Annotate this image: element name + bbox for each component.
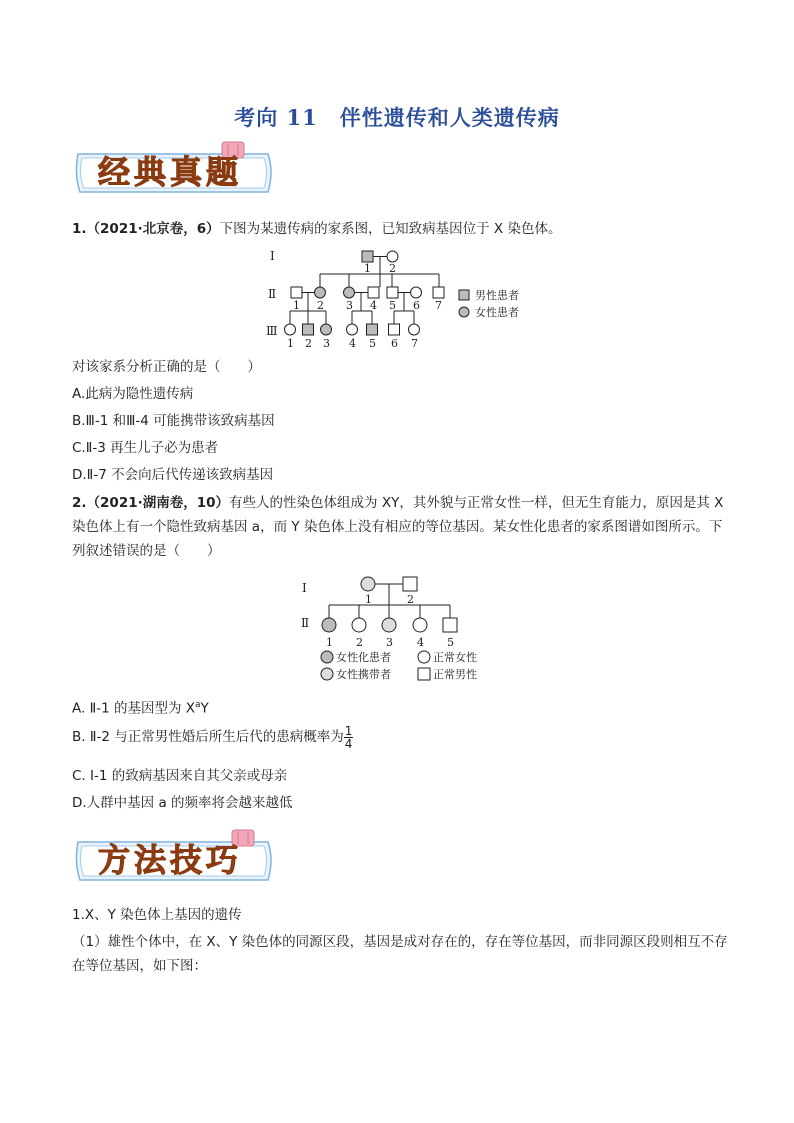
question-source: （2021·北京卷，6） <box>86 221 220 237</box>
male-normal <box>291 287 302 298</box>
female-normal <box>409 324 420 335</box>
pedigree-label: 2 <box>356 636 363 649</box>
option-a <box>72 696 209 718</box>
female-carrier <box>382 618 396 632</box>
female-normal <box>387 251 398 262</box>
female-affected <box>344 287 355 298</box>
pedigree-2-chart <box>296 572 506 684</box>
male-affected <box>367 324 378 335</box>
male-normal <box>443 618 457 632</box>
pedigree-label: 2 <box>389 262 396 275</box>
female-carrier <box>361 577 375 591</box>
generation-label: Ⅰ <box>270 249 275 263</box>
option-b-text: B. Ⅱ-2 与正常男性婚后所生后代的患病概率为 <box>72 729 344 745</box>
option-d: D.Ⅱ-7 不会向后代传递该致病基因 <box>72 467 274 483</box>
question-1-prompt: 对该家系分析正确的是（ ） <box>72 359 261 375</box>
generation-label: Ⅰ <box>302 581 307 595</box>
pedigree-label: 1 <box>365 593 372 606</box>
fraction-denominator: 4 <box>344 736 353 751</box>
generation-label: Ⅱ <box>301 616 310 630</box>
female-normal <box>411 287 422 298</box>
male-affected <box>303 324 314 335</box>
legend-normal-male-icon <box>418 668 430 680</box>
question-number: 2. <box>72 495 87 511</box>
legend-female-icon <box>459 307 469 317</box>
section-banner-classic <box>72 140 277 198</box>
banner-title: 经典真题 <box>98 153 243 191</box>
page-title: 考向 11 伴性遗传和人类遗传病 <box>234 105 560 130</box>
pedigree-2 <box>296 572 506 688</box>
pedigree-label: 4 <box>417 636 424 649</box>
pedigree-label: 6 <box>391 337 398 350</box>
pedigree-label: 2 <box>407 593 414 606</box>
male-normal <box>403 577 417 591</box>
pedigree-label: 1 <box>293 299 300 312</box>
generation-label: Ⅲ <box>266 324 278 338</box>
option-a-suffix: Y <box>200 700 209 717</box>
fraction-numerator: 1 <box>344 723 353 738</box>
legend-male-icon <box>459 290 469 300</box>
male-affected <box>362 251 373 262</box>
pedigree-label: 2 <box>305 337 312 350</box>
male-normal <box>389 324 400 335</box>
legend-label: 女性化患者 <box>336 651 391 664</box>
male-normal <box>433 287 444 298</box>
female-normal <box>347 324 358 335</box>
female-affected <box>322 618 336 632</box>
question-2-stem <box>72 491 732 563</box>
legend-label: 正常男性 <box>433 668 477 681</box>
generation-label: Ⅱ <box>268 287 277 301</box>
legend-label: 女性患者 <box>475 306 519 319</box>
pedigree-label: 4 <box>370 299 377 312</box>
legend-label: 男性患者 <box>475 289 519 302</box>
option-a: A.此病为隐性遗传病 <box>72 386 194 402</box>
question-source: （2021·湖南卷，10） <box>86 495 230 511</box>
banner-title: 方法技巧 <box>98 841 243 879</box>
pedigree-label: 4 <box>349 337 356 350</box>
pedigree-label: 3 <box>323 337 330 350</box>
fraction <box>344 725 354 750</box>
pedigree-1-chart <box>262 246 552 350</box>
pedigree-label: 6 <box>413 299 420 312</box>
female-affected <box>321 324 332 335</box>
method-text: （1）雄性个体中，在 X、Y 染色体的同源区段，基因是成对存在的，存在等位基因，而非同源区段则相互不存在等位基因，如下图： <box>72 934 728 974</box>
option-b: B.Ⅲ-1 和Ⅲ-4 可能携带该致病基因 <box>72 413 275 429</box>
pedigree-label: 1 <box>364 262 371 275</box>
pedigree-label: 1 <box>287 337 294 350</box>
legend-label: 正常女性 <box>433 651 477 664</box>
female-normal <box>413 618 427 632</box>
female-affected <box>315 287 326 298</box>
option-a-text: A. Ⅱ-1 的基因型为 X <box>72 700 196 717</box>
pedigree-label: 1 <box>326 636 333 649</box>
legend-carrier-icon <box>321 668 333 680</box>
female-normal <box>285 324 296 335</box>
female-normal <box>352 618 366 632</box>
question-text: 有些人的性染色体组成为 XY，其外貌与正常女性一样，但无生育能力，原因是其 X 染色体上有一个隐性致病基因 a，而 Y 染色体上没有相应的等位基因。某女性化患者的家系图谱如图所示。下列叙述错误的是（ ） <box>72 495 724 559</box>
option-b <box>72 722 353 752</box>
pedigree-label: 2 <box>317 299 324 312</box>
pedigree-label: 5 <box>447 636 454 649</box>
male-normal <box>368 287 379 298</box>
legend-normal-female-icon <box>418 651 430 663</box>
pedigree-label: 3 <box>346 299 353 312</box>
legend-label: 女性携带者 <box>336 668 391 681</box>
pedigree-label: 7 <box>435 299 442 312</box>
section-banner-method <box>72 828 277 886</box>
question-number: 1. <box>72 221 87 237</box>
pedigree-1 <box>262 246 552 354</box>
pedigree-label: 5 <box>369 337 376 350</box>
option-c: C.Ⅱ-3 再生儿子必为患者 <box>72 440 219 456</box>
legend-affected-icon <box>321 651 333 663</box>
pedigree-label: 7 <box>411 337 418 350</box>
option-a-sup: a <box>195 700 201 710</box>
male-normal <box>387 287 398 298</box>
question-1-stem <box>72 217 732 241</box>
option-d: D.人群中基因 a 的频率将会越来越低 <box>72 795 293 811</box>
pedigree-label: 5 <box>389 299 396 312</box>
pedigree-label: 3 <box>386 636 393 649</box>
method-heading: 1.X、Y 染色体上基因的遗传 <box>72 907 242 923</box>
question-text: 下图为某遗传病的家系图，已知致病基因位于 X 染色体。 <box>219 221 562 237</box>
option-c: C. Ⅰ-1 的致病基因来自其父亲或母亲 <box>72 768 288 784</box>
